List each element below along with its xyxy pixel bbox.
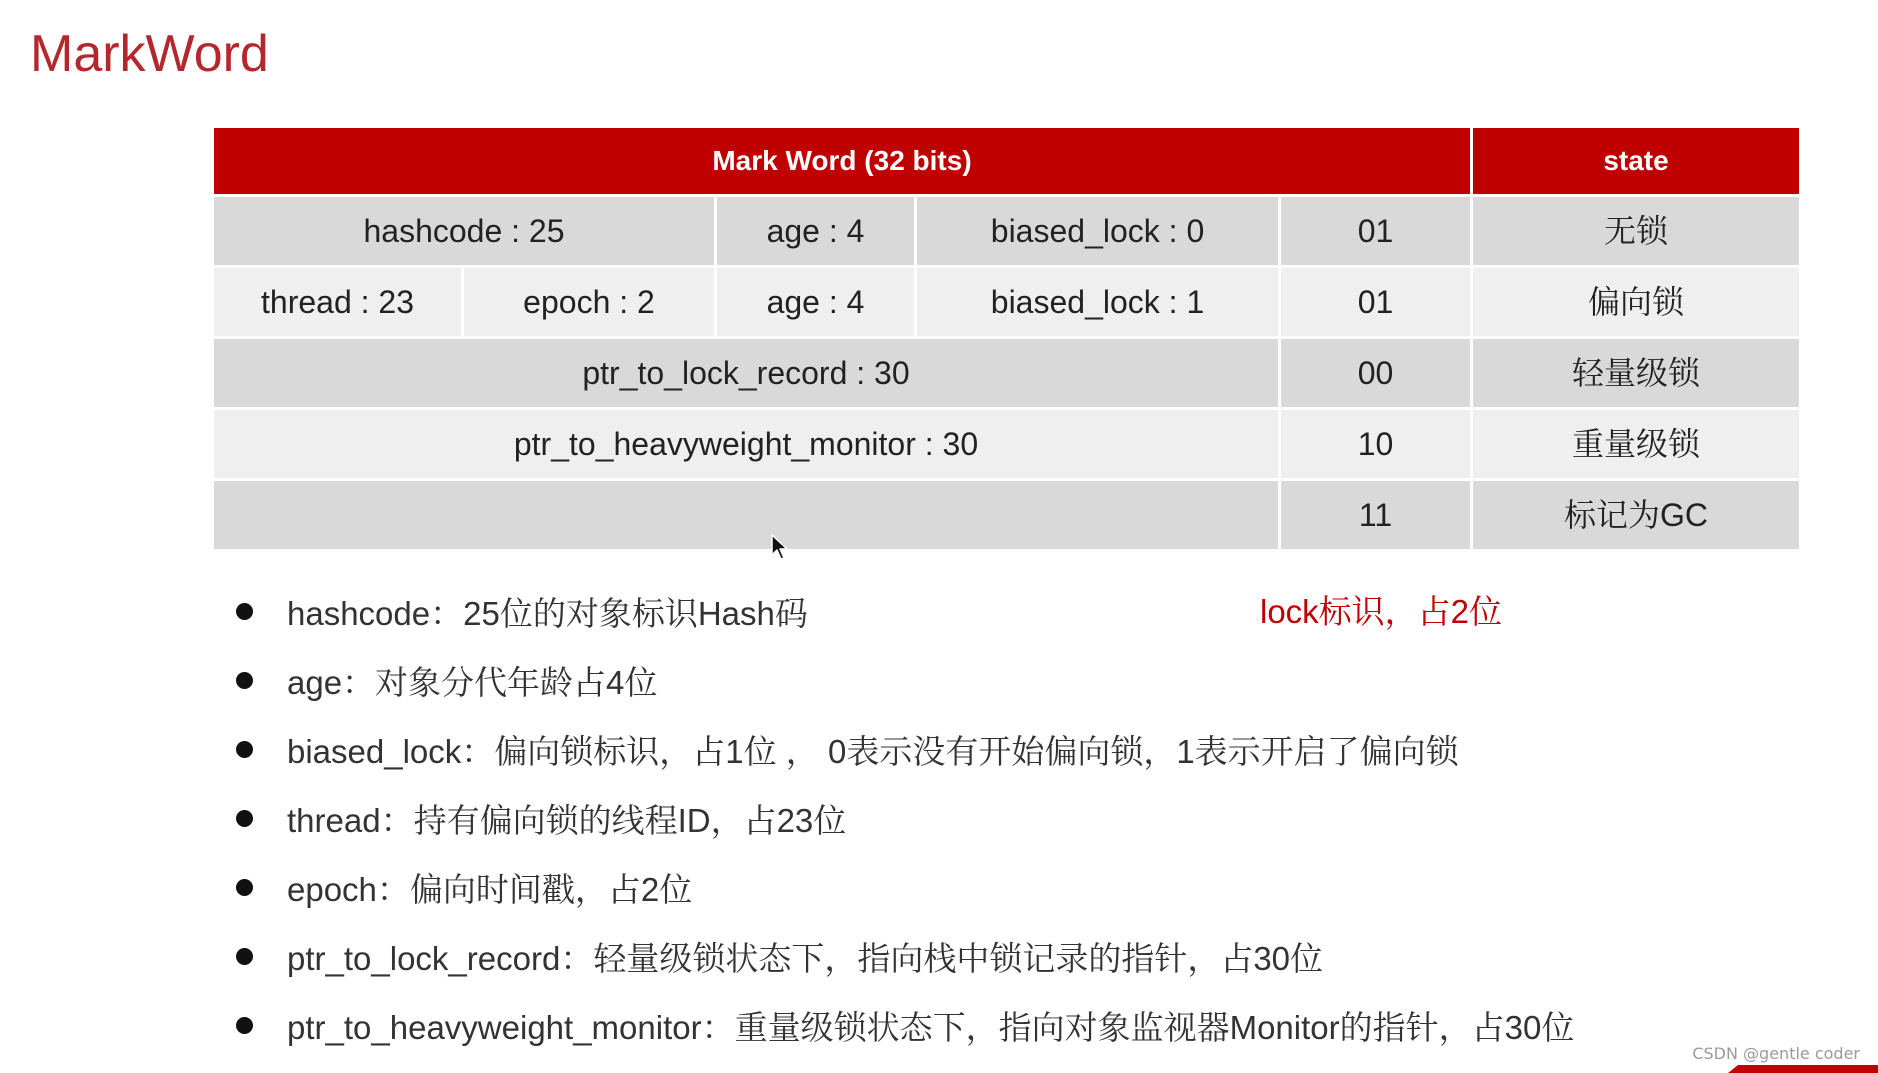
bullet-dot-icon	[236, 948, 253, 965]
cell-state: 标记为GC	[1473, 481, 1799, 549]
field-notes-list	[236, 577, 1574, 1060]
note-text: hashcode：25位的对象标识Hash码	[287, 595, 808, 632]
cell-empty	[214, 481, 1278, 549]
bullet-dot-icon	[236, 810, 253, 827]
list-item	[236, 784, 1574, 853]
cell-age: age : 4	[717, 197, 914, 265]
bullet-dot-icon	[236, 603, 253, 620]
cell-lock-bits: 01	[1281, 268, 1470, 336]
mark-word-header: Mark Word (32 bits)	[214, 128, 1470, 194]
cell-age: age : 4	[717, 268, 914, 336]
list-item	[236, 991, 1574, 1060]
bullet-dot-icon	[236, 741, 253, 758]
note-text: thread：持有偏向锁的线程ID，占23位	[287, 802, 847, 839]
cell-lock-bits: 10	[1281, 410, 1470, 478]
cell-biased-lock: biased_lock : 0	[917, 197, 1278, 265]
mouse-cursor-icon	[771, 534, 789, 561]
note-text: biased_lock：偏向锁标识，占1位 ， 0表示没有开始偏向锁，1表示开启了偏向锁	[287, 733, 1459, 770]
page-title: MarkWord	[30, 25, 269, 83]
list-item	[236, 715, 1574, 784]
note-text: ptr_to_heavyweight_monitor：重量级锁状态下，指向对象监视器Monitor的指针，占30位	[287, 1009, 1575, 1046]
list-item	[236, 853, 1574, 922]
cell-ptr-to-heavyweight-monitor: ptr_to_heavyweight_monitor : 30	[214, 410, 1278, 478]
cell-epoch: epoch : 2	[464, 268, 714, 336]
cell-state: 无锁	[1473, 197, 1799, 265]
cell-hashcode: hashcode : 25	[214, 197, 714, 265]
state-header: state	[1473, 128, 1799, 194]
watermark: CSDN @gentle coder	[1692, 1044, 1860, 1063]
list-item	[236, 646, 1574, 715]
list-item	[236, 922, 1574, 991]
cell-state: 轻量级锁	[1473, 339, 1799, 407]
cell-state: 重量级锁	[1473, 410, 1799, 478]
cell-state: 偏向锁	[1473, 268, 1799, 336]
note-text: epoch：偏向时间戳，占2位	[287, 871, 693, 908]
lock-bits-note: lock标识，占2位	[1260, 593, 1503, 630]
cell-ptr-to-lock-record: ptr_to_lock_record : 30	[214, 339, 1278, 407]
note-text: age：对象分代年龄占4位	[287, 664, 658, 701]
cell-lock-bits: 00	[1281, 339, 1470, 407]
cell-biased-lock: biased_lock : 1	[917, 268, 1278, 336]
note-text: ptr_to_lock_record：轻量级锁状态下，指向栈中锁记录的指针，占30位	[287, 940, 1324, 977]
cell-lock-bits: 11	[1281, 481, 1470, 549]
cell-lock-bits: 01	[1281, 197, 1470, 265]
cell-thread: thread : 23	[214, 268, 461, 336]
bullet-dot-icon	[236, 879, 253, 896]
bullet-dot-icon	[236, 672, 253, 689]
bullet-dot-icon	[236, 1017, 253, 1034]
decorative-red-bar	[1728, 1065, 1878, 1073]
markword-table	[214, 128, 1799, 549]
